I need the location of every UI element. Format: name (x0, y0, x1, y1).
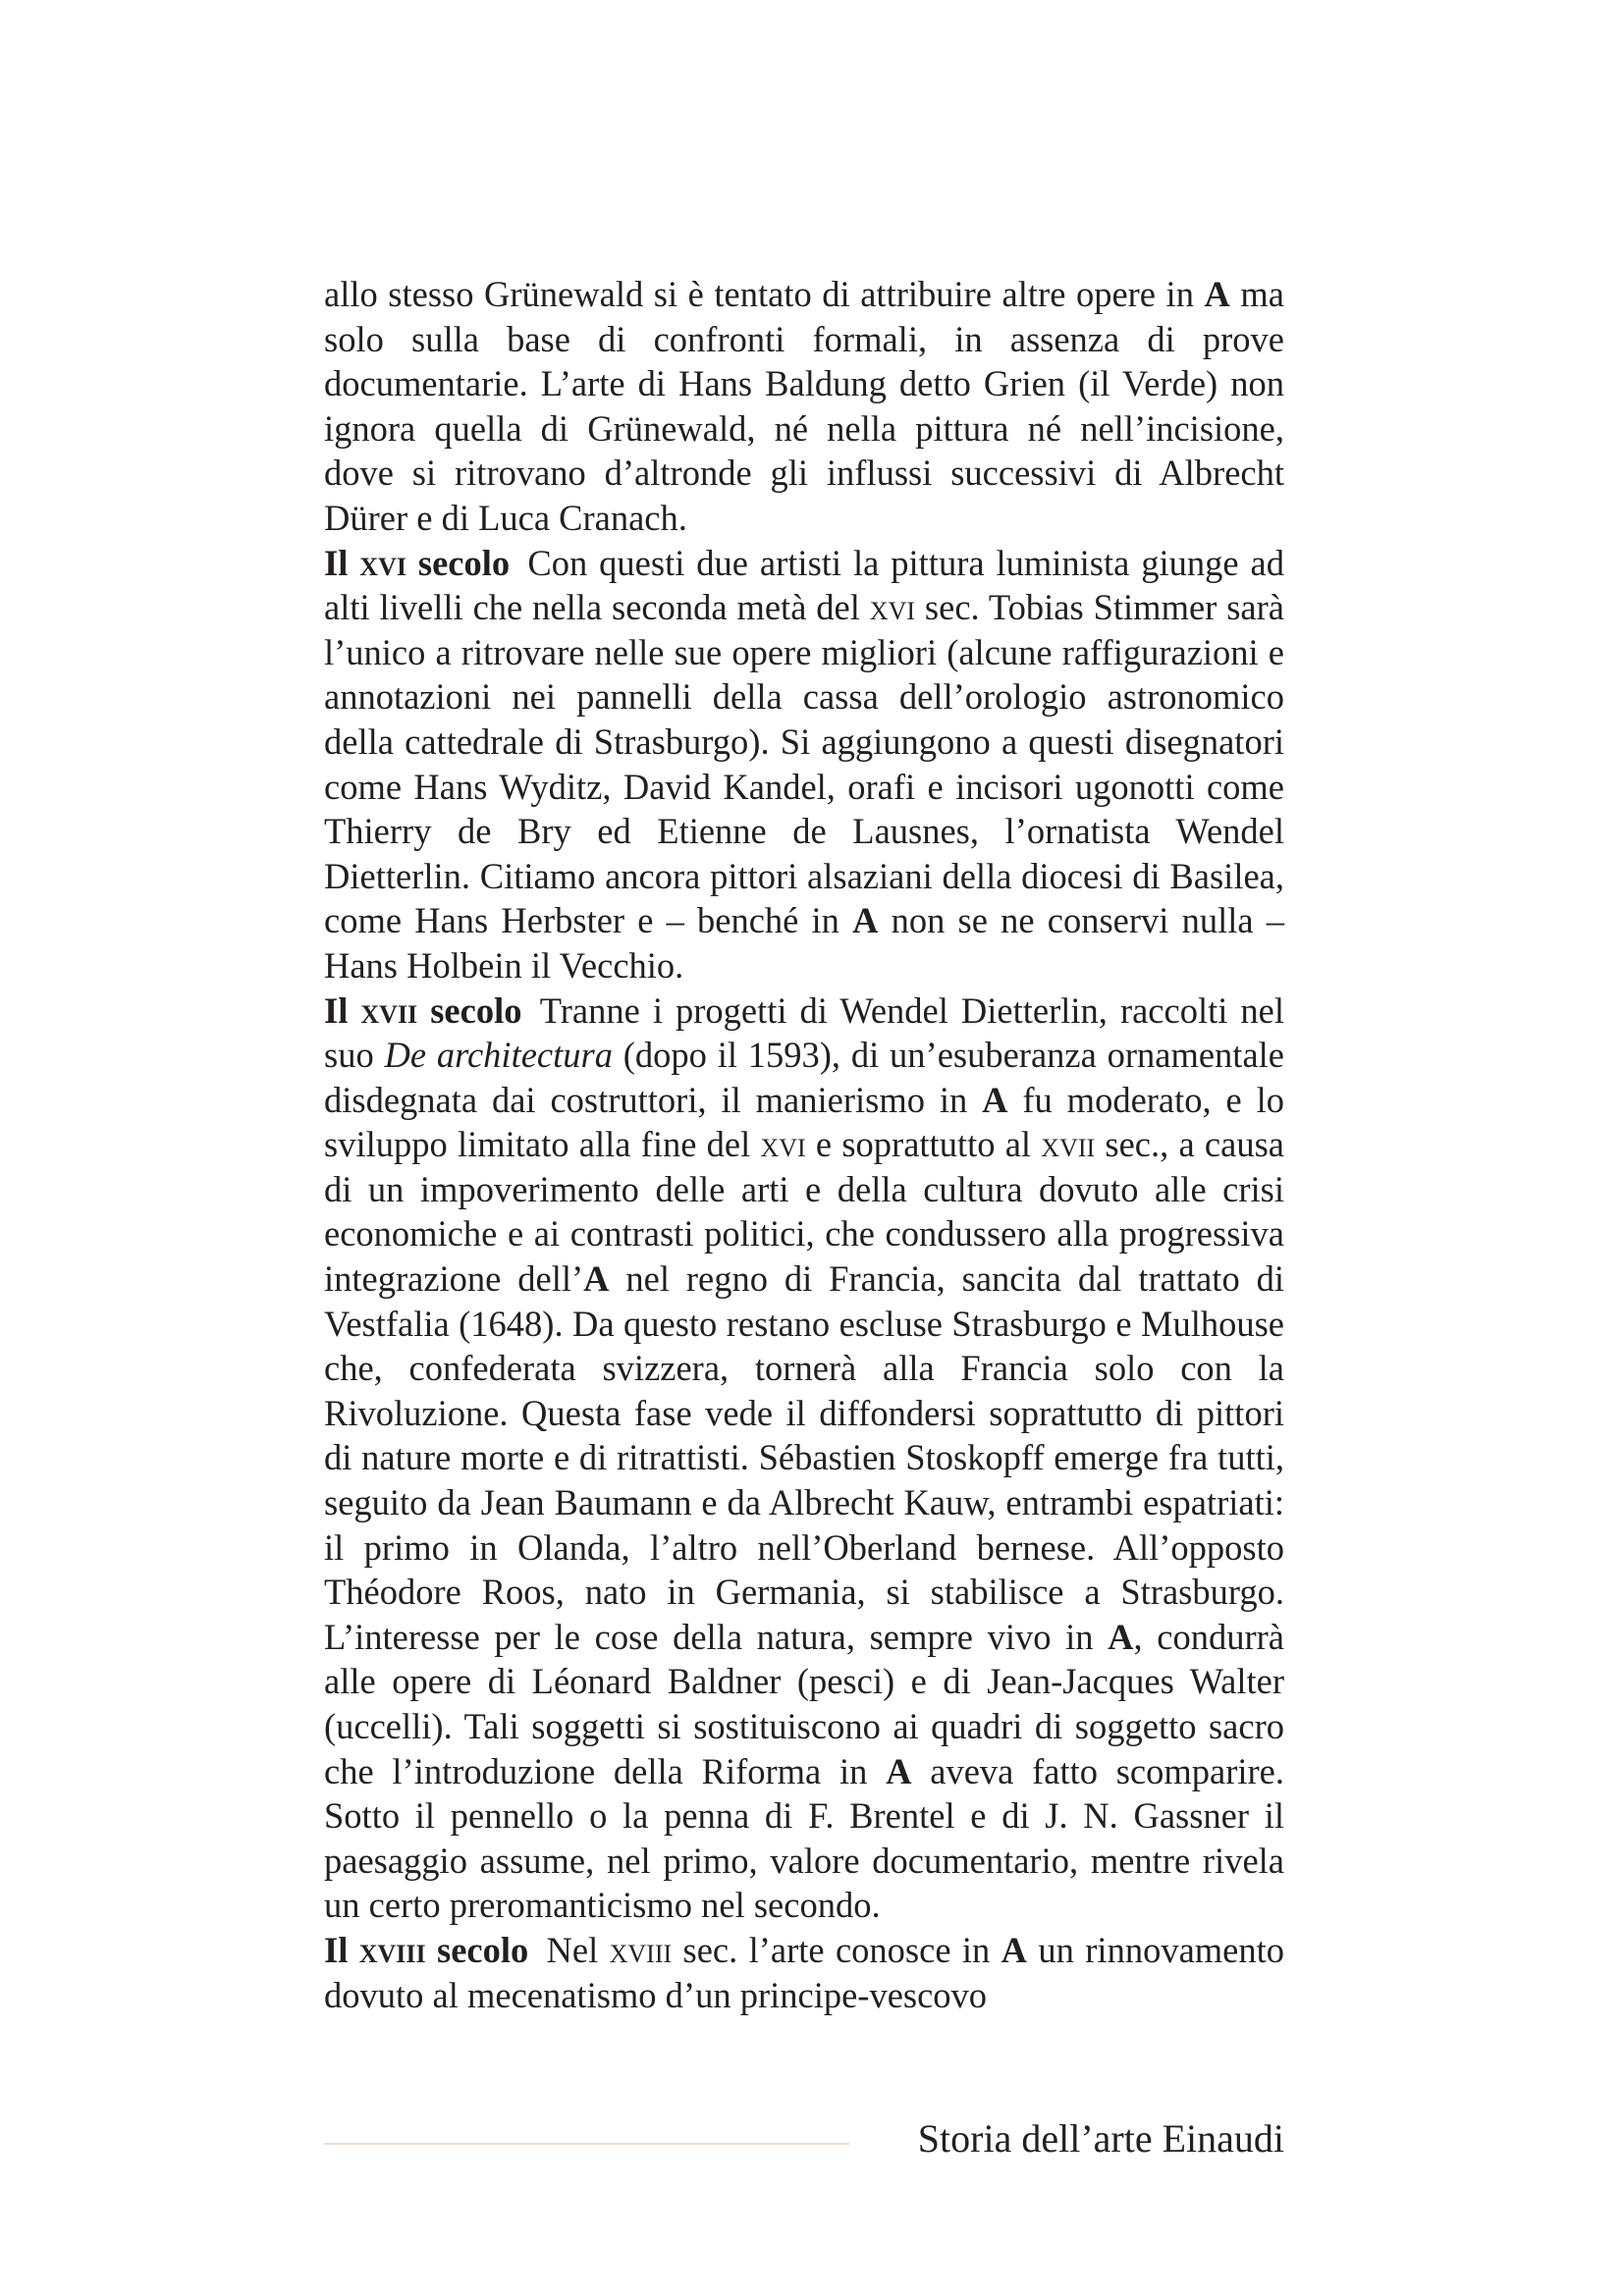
section-heading: Il xvii secolo (324, 989, 522, 1031)
text-run: (dopo il 1593), di un’esuberanza ornamentale disdegnata dai costruttori, il manierismo in (324, 1035, 1284, 1120)
abbreviation-alsace: A (583, 1258, 610, 1300)
abbreviation-alsace: A (982, 1079, 1008, 1120)
abbreviation-alsace: A (1204, 274, 1230, 314)
text-run: non se ne conservi nulla – Hans Holbein il Vecchio. (324, 900, 1284, 986)
abbreviation-alsace: A (1108, 1616, 1134, 1657)
abbreviation-alsace: A (886, 1750, 912, 1791)
paragraph (324, 541, 1284, 988)
text-run: un rinnovamento dovuto al mecenatismo d’un principe-vescovo (324, 1929, 1285, 2015)
text-run: sec. Tobias Stimmer sarà l’unico a ritrovare nelle sue opere migliori (alcune raffigurazioni e annotazioni nei pannelli della cassa dell’orologio astronomico della cattedrale di Strasburgo). Si aggiungono a questi disegnatori come Hans Wyditz, David Kandel, orafi e incisori ugonotti come Thierry de Bry ed Etienne de Lausnes, l’ornatista Wendel Dietterlin. Citiamo ancora pittori alsaziani della diocesi di Basilea, come Hans Herbster e – benché in (324, 587, 1284, 941)
text-run: Tranne i progetti di Wendel Dietterlin, raccolti nel suo (324, 989, 1284, 1076)
book-title: De architectura (384, 1035, 613, 1076)
text-run: , condurrà alle opere di Léonard Baldner (pesci) e di Jean-Jacques Walter (uccelli). Tali soggetti si sostituiscono ai quadri di soggetto sacro che l’introduzione della Riforma in (324, 1616, 1284, 1791)
text-run: Nel (546, 1929, 610, 1970)
text-run: e soprattutto al (805, 1124, 1042, 1165)
text-run: sec. l’arte conosce in (672, 1929, 1001, 1970)
footer-rule (324, 2143, 849, 2145)
text-run: aveva fatto scomparire. Sotto il pennello o la penna di F. Brentel e di J. N. Gassner il paesaggio assume, nel primo, valore documentario, mentre rivela un certo preromanticismo nel secondo. (324, 1750, 1285, 1926)
abbreviation-alsace: A (1001, 1929, 1028, 1970)
page-footer (324, 2115, 1284, 2163)
section-heading: Il xviii secolo (324, 1929, 529, 1970)
footer-title: Storia dell’arte Einaudi (917, 2116, 1284, 2161)
abbreviation-alsace: A (852, 900, 879, 941)
text-run: fu moderato, e lo sviluppo limitato alla fine del (324, 1079, 1284, 1165)
century-numeral: xvi (869, 587, 916, 628)
text-run: nel regno di Francia, sancita dal trattato di Vestfalia (1648). Da questo restano escluse Strasburgo e Mulhouse che, confederata svizzera, tornerà alla Francia solo con la Rivoluzione. Questa fase vede il diffondersi soprattutto di pittori di nature morte e di ritrattisti. Sébastien Stoskopff emerge fra tutti, seguito da Jean Baumann e da Albrecht Kauw, entrambi espatriati: il primo in Olanda, l’altro nell’Oberland bernese. All’opposto Théodore Roos, nato in Germania, si stabilisce a Strasburgo. L’interesse per le cose della natura, sempre vivo in (324, 1258, 1284, 1657)
text-run: allo stesso Grünewald si è tentato di attribuire altre opere in (324, 274, 1205, 314)
paragraph (324, 1928, 1284, 2017)
text-run: Con questi due artisti la pittura luminista giunge ad alti livelli che nella seconda metà del (324, 542, 1284, 628)
century-numeral: xvii (1041, 1124, 1096, 1165)
body-text (324, 272, 1284, 2017)
text-run: sec., a causa di un impoverimento delle arti e della cultura dovuto alle crisi economiche e ai contrasti politici, che condussero alla progressiva integrazione dell’ (324, 1124, 1284, 1300)
paragraph (324, 988, 1284, 1928)
century-numeral: xvi (760, 1124, 806, 1165)
paragraph (324, 272, 1284, 541)
century-numeral: xviii (609, 1929, 673, 1970)
text-run: ma solo sulla base di confronti formali, in assenza di prove documentarie. L’arte di Hans Baldung detto Grien (il Verde) non ignora quella di Grünewald, né nella pittura né nell’incisione, dove si ritrovano d’altronde gli influssi successivi di Albrecht Dürer e di Luca Cranach. (324, 274, 1285, 538)
section-heading: Il xvi secolo (324, 542, 511, 583)
